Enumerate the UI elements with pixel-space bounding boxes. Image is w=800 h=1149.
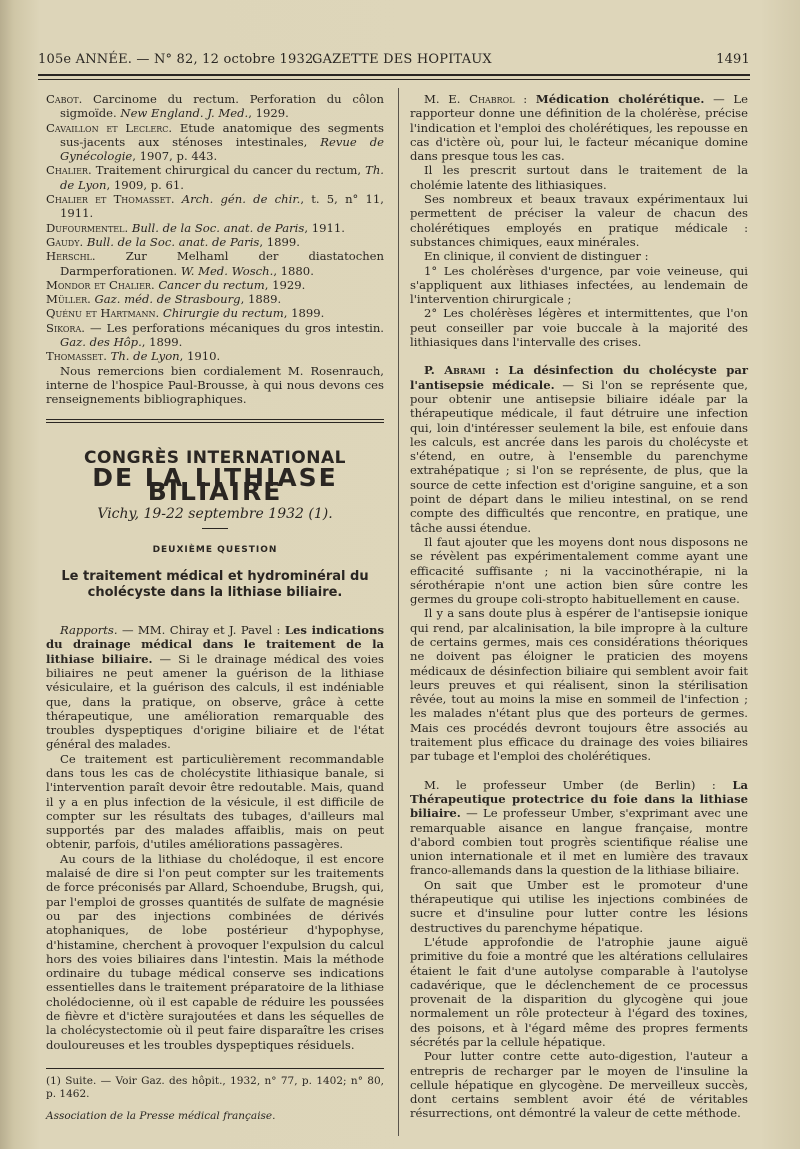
reference-dufourmentel: Dufourmentel. Bull. de la Soc. anat. de Paris, 1911. — [46, 220, 345, 235]
umber-paragraph-3: L'étude approfondie de l'atrophie jaune aiguë primitive du foie a montré que les altérations cellulaires étaient le fait d'une autolyse comparable à l'autolyse cadavérique, que le déclenchement de ce processus provenait de la disparition du glycogène qui joue normalement un rôle protecteur à l'égard des toxines, des poisons, et à l'égard même des propres ferments sécrétés par la cellule hépatique. — [410, 934, 748, 1049]
question-label: DEUXIÈME QUESTION — [152, 544, 278, 555]
association-credit: Association de la Presse médical française. — [46, 1109, 276, 1122]
short-rule — [202, 528, 228, 529]
reference-thomasset: Thomasset. Th. de Lyon, 1910. — [46, 349, 221, 364]
column-divider — [398, 88, 399, 1136]
header-page-number: 1491 — [716, 52, 750, 67]
rapports-paragraph-1: Rapports. — MM. Chiray et J. Pavel : Les indications du drainage médical dans le traitement de la lithiase biliaire. — Si le drainage médical des voies biliaires ne peut amener la guérison de la lithiase vésiculaire, et la guérison des calculs, il est indéniable que, dans la pratique, on observe, grâce à cette thérapeutique, une amélioration remarquable des troubles dyspeptiques d'origine biliaire et de l'état général des malades. — [46, 623, 384, 752]
footnote-rule — [46, 1068, 384, 1069]
right-column — [410, 92, 748, 1121]
left-column — [46, 92, 384, 1123]
abrami-paragraph-3: Il y a sans doute plus à espérer de l'antisepsie ionique qui rend, par alcalinisation, la bile impropre à la culture de certains germes, mais ces considérations théoriques ne doivent pas éloigner le praticien des moyens médicaux de désinfection biliaire qui semblent avoir fait leurs preuves et qui réalisent, sinon la stérilisation rêvée, tout au moins la mise en sommeil de l'infection ; les malades n'étant plus que des porteurs de germes. Mais ces procédés devront toujours être associés au traitement plus efficace du drainage des voies biliaires par tubage et l'emploi des cholérétiques. — [410, 606, 748, 764]
umber-section — [410, 778, 748, 1121]
acknowledgement-paragraph: Nous remercions bien cordialement M. Rosenrauch, interne de l'hospice Paul-Brousse, à qui nous devons ces renseignements bibliographiques. — [46, 363, 384, 407]
footnote: (1) Suite. — Voir Gaz. des hôpit., 1932, n° 77, p. 1402; n° 80, p. 1462. — [46, 1074, 384, 1100]
rapports-section — [46, 623, 384, 1052]
chabrol-paragraph-6: 2° Les cholérèses légères et intermittentes, que l'on peut conseiller par voie buccale à la majorité des lithiasiques dans l'intervalle des crises. — [410, 306, 748, 350]
reference-cavaillon: Cavaillon et Leclerc. Etude anatomique des segments sus-jacents aux sténoses intestinales, Revue de Gynécologie, 1907, p. 443. — [46, 120, 385, 164]
rapports-paragraph-2: Ce traitement est particulièrement recommandable dans tous les cas de cholécystite lithiasique banale, si l'intervention paraît devoir être redoutable. Mais, quand il y a en plus infection de la vésicule, il est difficile de compter sur les résultats des tubages, d'ailleurs mal supportés par des malades affaiblis, mais on peut obtenir, parfois, d'utiles améliorations passagères. — [46, 751, 384, 852]
reference-muller: Müller. Gaz. méd. de Strasbourg, 1889. — [46, 292, 282, 307]
section-separator — [46, 419, 384, 423]
congress-dates: Vichy, 19-22 septembre 1932 (1). — [97, 506, 333, 523]
reference-sikora: Sikora. — Les perforations mécaniques du gros intestin. Gaz. des Hôp., 1899. — [46, 320, 384, 350]
abrami-paragraph-1: P. Abrami : La désinfection du cholécyste par l'antisepsie médicale. — Si l'on se représente que, pour obtenir une antisepsie biliaire idéale par la thérapeutique médicale, il faut détruire une infection qui, loin d'intéresser seulement la bile, est enfouie dans les calculs, est ancrée dans les parois du cholécyste et s'étend, en outre, à l'ensemble du parenchyme extrahépatique ; si l'on se représente, de plus, que la source de cette infection est d'origine sanguine, et a son point de départ dans le milieu intestinal, on se rend compte des difficultés que rencontre, en pratique, une tâche aussi étendue. — [410, 363, 748, 535]
reference-herschl: Herschl. Zur Melhaml der diastatochen Darmperforationen. W. Med. Wosch., 1880. — [46, 249, 384, 278]
chabrol-paragraph-4: En clinique, il convient de distinguer : — [424, 249, 649, 264]
chabrol-paragraph-2: Il les prescrit surtout dans le traitement de la cholémie latente des lithiasiques. — [410, 163, 748, 192]
reference-chalier-thomasset: Chalier et Thomasset. Arch. gén. de chir., t. 5, n° 11, 1911. — [46, 192, 384, 221]
chabrol-paragraph-3: Ses nombreux et beaux travaux expérimentaux lui permettent de préciser la valeur de chacun des cholérétiques employés en pratique médicale : substances chimiques, eaux minérales. — [410, 192, 748, 249]
umber-paragraph-1: M. le professeur Umber (de Berlin) : La Thérapeutique protectrice du foie dans la lithiase biliaire. — Le professeur Umber, s'exprimant avec une remarquable aisance en langue française, montre d'abord combien tout progrès scientifique réalise une union internationale et il met en lumière des travaux franco-allemands dans la question de la lithiase biliaire. — [410, 777, 748, 878]
reference-cabot: Cabot. Carcinome du rectum. Perforation du côlon sigmoïde. New England. J. Med., 1929. — [46, 92, 384, 121]
header-journal-title: GAZETTE DES HOPITAUX — [312, 52, 492, 67]
chabrol-paragraph-1: M. E. Chabrol : Médication cholérétique. — Le rapporteur donne une définition de la cholérèse, précise l'indication et l'emploi des cholérétiques, les repousse en cas d'ictère où, pour lui, le facteur mécanique domine dans presque tous les cas. — [410, 92, 748, 164]
header-rule — [38, 74, 750, 76]
abrami-paragraph-2: Il faut ajouter que les moyens dont nous disposons ne se révèlent pas expérimentalement comme ayant une efficacité suffisante ; ni la vaccinothérapie, ni la sérothérapie n'ont une action bien sûre contre les germes du groupe coli-stropto habituellement en cause. — [410, 534, 748, 607]
header-rule-thin — [38, 79, 750, 80]
abrami-section — [410, 363, 748, 763]
question-title: Le traitement médical et hydrominéral du cholécyste dans la lithiase biliaire. — [61, 569, 369, 601]
umber-paragraph-4: Pour lutter contre cette auto-digestion, l'auteur a entrepris de recharger par le moyen de l'insuline la cellule hépatique en glycogène. De merveilleux succès, dont certains semblent avoir été de véritables résurrections, ont démontré la valeur de cette méthode. — [410, 1049, 748, 1121]
congress-heading: CONGRÈS INTERNATIONAL — [84, 447, 346, 468]
reference-gaudy: Gaudy. Bull. de la Soc. anat. de Paris, 1899. — [46, 234, 300, 249]
reference-quenu: Quénu et Hartmann. Chirurgie du rectum, 1899. — [46, 306, 325, 321]
congress-title: DE LA LITHIASE BILIAIRE — [92, 462, 338, 507]
page-header — [38, 52, 750, 74]
chabrol-section — [410, 92, 748, 349]
reference-chalier: Chalier. Traitement chirurgical du cancer du rectum, Th. de Lyon, 1909, p. 61. — [46, 163, 384, 192]
reference-mondor: Mondor et Chalier. Cancer du rectum, 1929. — [46, 277, 306, 292]
umber-paragraph-2: On sait que Umber est le promoteur d'une thérapeutique qui utilise les injections combinées de sucre et d'insuline pour lutter contre les lésions destructives du parenchyme hépatique. — [410, 877, 748, 935]
rapports-paragraph-3: Au cours de la lithiase du cholédoque, il est encore malaisé de dire si l'on peut compter sur les traitements de force préconisés par Allard, Schoendube, Brugsh, qui, par l'emploi de grosses quantités de sulfate de magnésie ou par des injections combinées de dérivés atophaniques, de lobe postérieur d'hypophyse, d'histamine, cherchent à provoquer l'expulsion du calcul hors des voies biliaires dans l'intestin. Mais la méthode ordinaire du tubage médical conserve ses indications essentielles dans le traitement préparatoire de la lithiase cholédocienne, où il est capable de réduire les poussées de fièvre et d'ictère surajoutées et dans les séquelles de la cholécystectomie où il peut faire disparaître les crises douloureuses et les troubles dyspeptiques résiduels. — [46, 851, 384, 1052]
header-issue: 105e ANNÉE. — N° 82, 12 octobre 1932. — [38, 52, 318, 67]
chabrol-paragraph-5: 1° Les cholérèses d'urgence, par voie veineuse, qui s'appliquent aux lithiases infectées, au lendemain de l'intervention chirurgicale ; — [410, 263, 748, 307]
